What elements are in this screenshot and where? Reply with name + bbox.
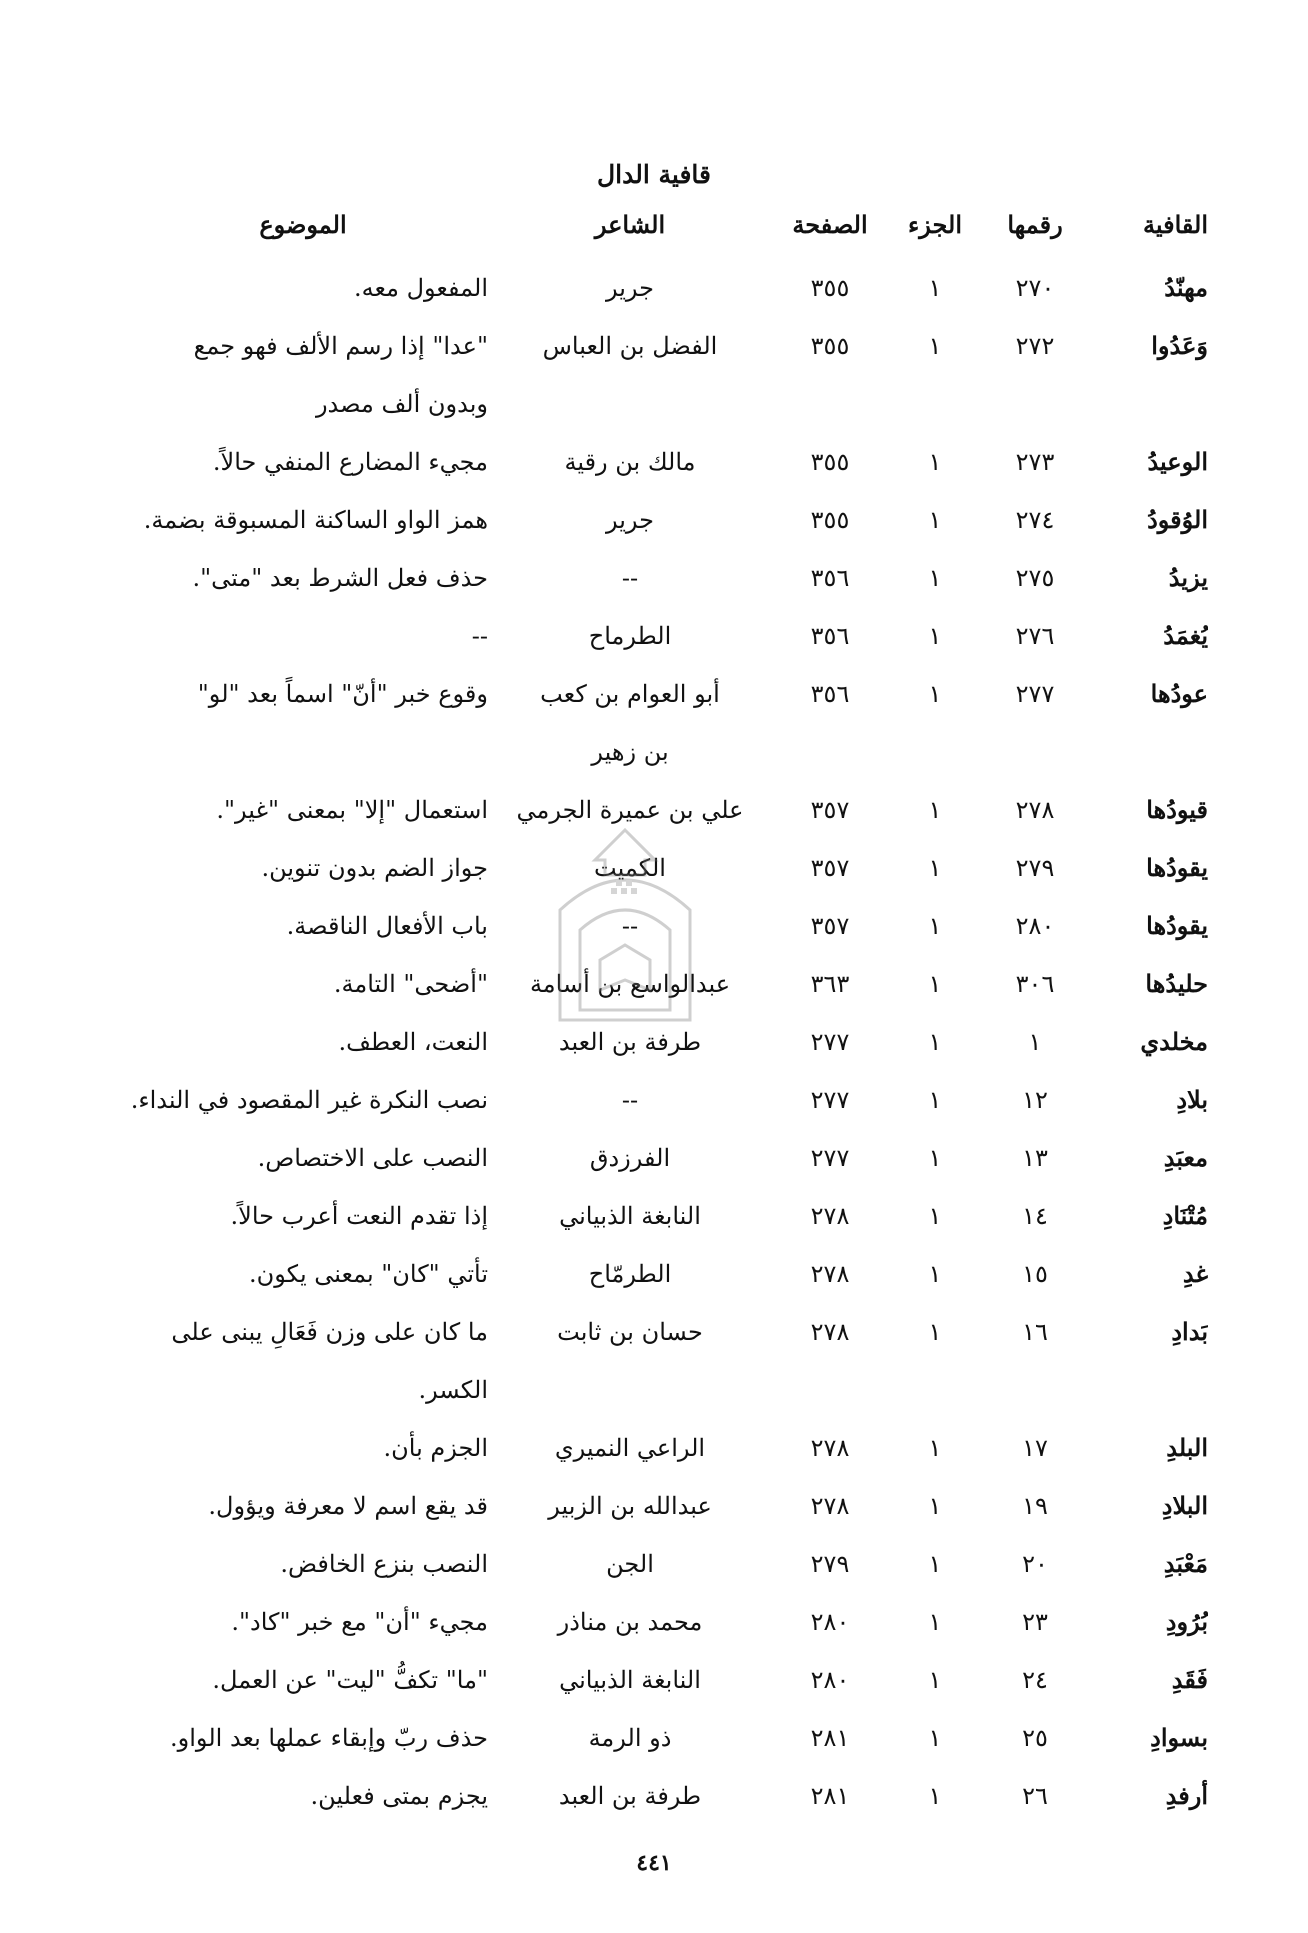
cell-topic: همز الواو الساكنة المسبوقة بضمة.: [143, 506, 488, 534]
table-row: [0, 1776, 1308, 1816]
cell-number: ٢٨٠: [1015, 912, 1055, 940]
cell-part: ١: [928, 1724, 942, 1752]
cell-qafiya: عودُها: [1150, 679, 1208, 708]
cell-qafiya: الوُقودُ: [1147, 505, 1208, 534]
cell-topic: باب الأفعال الناقصة.: [286, 912, 488, 940]
cell-part: ١: [928, 506, 942, 534]
cell-part: ١: [928, 332, 942, 360]
cell-number: ٢٧٠: [1015, 274, 1055, 302]
cell-page: ٣٦٣: [810, 970, 850, 998]
cell-part: ١: [928, 1666, 942, 1694]
cell-qafiya: الوعيدُ: [1147, 447, 1208, 476]
cell-topic: حذف ربّ وإبقاء عملها بعد الواو.: [170, 1724, 488, 1752]
cell-qafiya: معبَدِ: [1163, 1143, 1208, 1172]
cell-poet: --: [621, 564, 639, 592]
table-row: [0, 1486, 1308, 1526]
cell-qafiya: قيودُها: [1146, 795, 1208, 824]
cell-page: ٣٥٦: [810, 564, 850, 592]
cell-page: ٣٥٧: [810, 854, 850, 882]
header-poet: الشاعر: [594, 210, 666, 239]
cell-poet: الراعي النميري: [554, 1434, 706, 1462]
cell-topic: الجزم بأن.: [383, 1434, 488, 1462]
cell-page: ٢٧٧: [810, 1028, 850, 1056]
cell-number: ٢٧٢: [1015, 332, 1055, 360]
cell-qafiya: مهنّدُ: [1164, 273, 1208, 302]
cell-page: ٢٨٠: [810, 1608, 850, 1636]
cell-number: ٢٧٨: [1015, 796, 1055, 824]
header-part: الجزء: [908, 210, 962, 239]
cell-qafiya: يزيدُ: [1168, 563, 1208, 592]
cell-page: ٢٨١: [810, 1724, 850, 1752]
cell-poet: مالك بن رقية: [564, 448, 696, 476]
cell-part: ١: [928, 274, 942, 302]
cell-qafiya: مخلدي: [1140, 1027, 1208, 1056]
cell-topic: النصب بنزع الخافض.: [280, 1550, 488, 1578]
cell-number: ٢٦: [1022, 1782, 1048, 1810]
cell-poet: الطرمّاح: [588, 1260, 672, 1288]
cell-topic: استعمال "إلا" بمعنى "غير".: [216, 796, 488, 824]
cell-poet: طرفة بن العبد: [558, 1028, 702, 1056]
cell-number: ٣٠٦: [1015, 970, 1055, 998]
cell-number: ٢٧٤: [1015, 506, 1055, 534]
header-number: رقمها: [1007, 210, 1063, 239]
cell-poet: محمد بن مناذر: [557, 1608, 703, 1636]
cell-number: ١: [1028, 1028, 1042, 1056]
cell-poet: النابغة الذبياني: [559, 1202, 701, 1230]
cell-page: ٢٧٨: [810, 1434, 850, 1462]
cell-page: ٣٥٦: [810, 680, 850, 708]
table-row: [0, 616, 1308, 656]
cell-page: ٣٥٧: [810, 796, 850, 824]
cell-page: ٣٥٥: [810, 448, 850, 476]
cell-part: ١: [928, 1028, 942, 1056]
cell-poet: الفضل بن العباس: [542, 332, 718, 360]
cell-poet: علي بن عميرة الجرمي: [516, 796, 744, 824]
cell-number: ٢٧٩: [1015, 854, 1055, 882]
cell-poet: ذو الرمة: [588, 1724, 672, 1752]
cell-poet: النابغة الذبياني: [559, 1666, 701, 1694]
table-row: [0, 1544, 1308, 1584]
cell-topic: حذف فعل الشرط بعد "متى".: [192, 564, 488, 592]
cell-part: ١: [928, 796, 942, 824]
cell-page: ٢٧٧: [810, 1086, 850, 1114]
table-row: [0, 326, 1308, 366]
cell-page: ٢٨٠: [810, 1666, 850, 1694]
cell-part: ١: [928, 564, 942, 592]
cell-page: ٢٧٨: [810, 1492, 850, 1520]
cell-part: ١: [928, 1202, 942, 1230]
cell-number: ١٦: [1022, 1318, 1048, 1346]
cell-page: ٢٨١: [810, 1782, 850, 1810]
table-row: [0, 500, 1308, 540]
cell-part: ١: [928, 1550, 942, 1578]
cell-page: ٣٥٥: [810, 332, 850, 360]
cell-topic: ما كان على وزن فَعَالِ يبنى على: [171, 1318, 488, 1346]
cell-qafiya: مَعْبَدِ: [1163, 1549, 1208, 1578]
cell-page: ٢٧٨: [810, 1260, 850, 1288]
table-row: [0, 442, 1308, 482]
cell-number: ١٧: [1022, 1434, 1048, 1462]
cell-topic: مجيء "أن" مع خبر "كاد".: [231, 1608, 488, 1636]
cell-part: ١: [928, 854, 942, 882]
cell-number: ٢٣: [1022, 1608, 1048, 1636]
cell-number: ١٤: [1022, 1202, 1048, 1230]
table-row: [0, 1602, 1308, 1642]
table-row: [0, 1080, 1308, 1120]
cell-number: ١٢: [1022, 1086, 1048, 1114]
cell-number: ٢٠: [1022, 1550, 1048, 1578]
table-row: [0, 1312, 1308, 1352]
cell-topic: المفعول معه.: [354, 274, 488, 302]
header-topic: الموضوع: [259, 210, 347, 239]
cell-number: ١٩: [1022, 1492, 1048, 1520]
cell-part: ١: [928, 680, 942, 708]
cell-part: ١: [928, 448, 942, 476]
cell-topic: --: [471, 622, 488, 650]
table-header: [0, 205, 1308, 245]
cell-qafiya: وَعَدُوا: [1151, 331, 1208, 360]
cell-qafiya: بُرُودِ: [1165, 1607, 1208, 1636]
cell-topic: "ما" تكفُّ "ليت" عن العمل.: [212, 1666, 488, 1694]
cell-number: ٢٧٣: [1015, 448, 1055, 476]
cell-part: ١: [928, 1492, 942, 1520]
cell-topic: تأتي "كان" بمعنى يكون.: [249, 1260, 488, 1288]
cell-poet: جرير: [606, 274, 654, 302]
cell-qafiya: فَقَدِ: [1171, 1665, 1208, 1694]
cell-qafiya: حليدُها: [1145, 969, 1208, 998]
table-row: [0, 1428, 1308, 1468]
cell-part: ١: [928, 970, 942, 998]
cell-poet: عبدالله بن الزبير: [548, 1492, 712, 1520]
cell-poet: أبو العوام بن كعب: [540, 680, 720, 708]
cell-part: ١: [928, 1782, 942, 1810]
cell-topic: النعت، العطف.: [338, 1028, 488, 1056]
cell-part: ١: [928, 912, 942, 940]
page-number: ٤٤١: [636, 1850, 672, 1876]
cell-part: ١: [928, 1086, 942, 1114]
cell-page: ٣٥٥: [810, 506, 850, 534]
cell-page: ٣٥٥: [810, 274, 850, 302]
cell-topic: مجيء المضارع المنفي حالاً.: [212, 448, 488, 476]
cell-qafiya: البلدِ: [1166, 1433, 1208, 1462]
cell-poet: الكميت: [594, 854, 666, 882]
cell-part: ١: [928, 1144, 942, 1172]
cell-topic: جواز الضم بدون تنوين.: [261, 854, 488, 882]
cell-number: ٢٧٥: [1015, 564, 1055, 592]
cell-part: ١: [928, 1434, 942, 1462]
cell-poet-continuation: بن زهير: [591, 738, 669, 766]
cell-topic-continuation: الكسر.: [418, 1376, 488, 1404]
library-emblem-icon: [520, 820, 730, 1040]
cell-number: ٢٤: [1022, 1666, 1048, 1694]
cell-qafiya: بسوادِ: [1150, 1723, 1208, 1752]
cell-topic: "عدا" إذا رسم الألف فهو جمع: [193, 332, 488, 360]
cell-poet: عبدالواسع بن أسامة: [529, 970, 731, 998]
table-row: [0, 1718, 1308, 1758]
cell-page: ٢٧٨: [810, 1318, 850, 1346]
cell-page: ٢٧٨: [810, 1202, 850, 1230]
cell-number: ١٥: [1022, 1260, 1048, 1288]
cell-topic: يجزم بمتى فعلين.: [310, 1782, 488, 1810]
cell-topic: نصب النكرة غير المقصود في النداء.: [130, 1086, 488, 1114]
cell-qafiya: أرفدِ: [1165, 1781, 1208, 1810]
table-row: [0, 1660, 1308, 1700]
cell-topic-continuation: وبدون ألف مصدر: [315, 390, 488, 418]
table-row: [0, 674, 1308, 714]
cell-topic: إذا تقدم النعت أعرب حالاً.: [230, 1202, 488, 1230]
cell-number: ٢٧٧: [1015, 680, 1055, 708]
section-title: قافية الدال: [597, 160, 711, 189]
cell-topic: وقوع خبر "أنّ" اسماً بعد "لو": [197, 680, 488, 708]
cell-poet: الفرزدق: [589, 1144, 671, 1172]
cell-poet: الجن: [606, 1550, 654, 1578]
cell-page: ٣٥٦: [810, 622, 850, 650]
header-page: الصفحة: [792, 210, 868, 239]
cell-poet: جرير: [606, 506, 654, 534]
cell-poet: --: [621, 912, 639, 940]
cell-qafiya: مُتْنَادِ: [1162, 1201, 1208, 1230]
table-row: [0, 1138, 1308, 1178]
cell-number: ١٣: [1022, 1144, 1048, 1172]
cell-qafiya: يُغمَدُ: [1163, 621, 1208, 650]
cell-topic: النصب على الاختصاص.: [257, 1144, 488, 1172]
cell-part: ١: [928, 1260, 942, 1288]
cell-page: ٣٥٧: [810, 912, 850, 940]
cell-part: ١: [928, 1608, 942, 1636]
cell-part: ١: [928, 622, 942, 650]
cell-number: ٢٥: [1022, 1724, 1048, 1752]
cell-qafiya: بَدادِ: [1171, 1317, 1208, 1346]
cell-poet: الطرماح: [588, 622, 672, 650]
table-row: [0, 558, 1308, 598]
table-row: [0, 1254, 1308, 1294]
cell-poet: حسان بن ثابت: [557, 1318, 703, 1346]
cell-topic: قد يقع اسم لا معرفة ويؤول.: [208, 1492, 488, 1520]
cell-qafiya: البلادِ: [1161, 1491, 1208, 1520]
cell-part: ١: [928, 1318, 942, 1346]
table-row: [0, 1196, 1308, 1236]
cell-qafiya: يقودُها: [1146, 911, 1208, 940]
cell-page: ٢٧٧: [810, 1144, 850, 1172]
cell-poet: --: [621, 1086, 639, 1114]
cell-qafiya: غدِ: [1182, 1259, 1208, 1288]
cell-qafiya: يقودُها: [1146, 853, 1208, 882]
table-row: [0, 268, 1308, 308]
cell-topic: "أضحى" التامة.: [333, 970, 488, 998]
cell-poet: طرفة بن العبد: [558, 1782, 702, 1810]
cell-number: ٢٧٦: [1015, 622, 1055, 650]
header-qafiya: القافية: [1142, 210, 1208, 239]
cell-page: ٢٧٩: [810, 1550, 850, 1578]
cell-qafiya: بلادِ: [1176, 1085, 1208, 1114]
